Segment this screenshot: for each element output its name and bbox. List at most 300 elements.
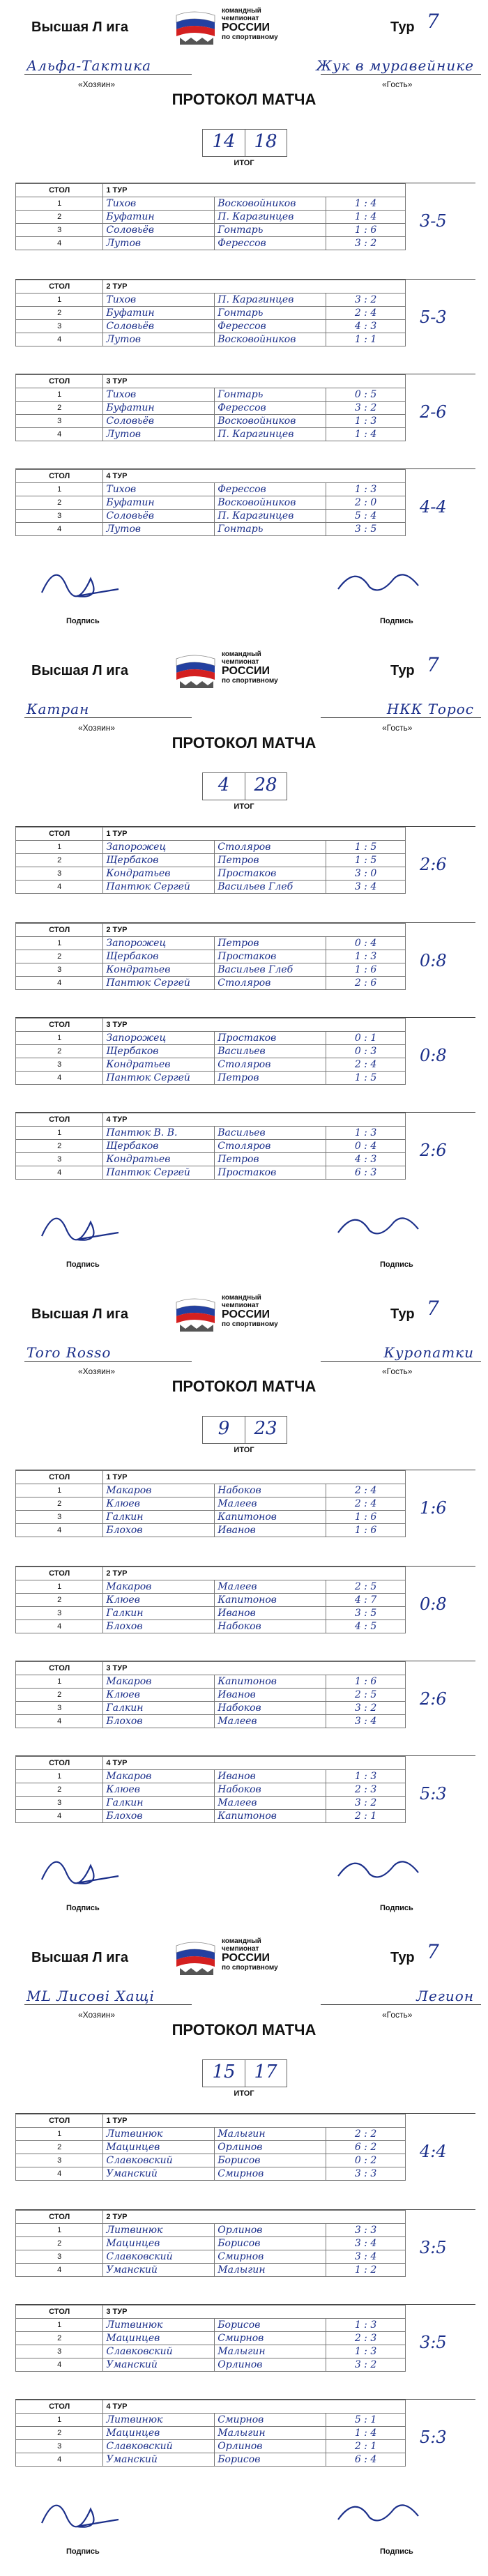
protocol-title: ПРОТОКОЛ МАТЧА [171,734,317,752]
guest-final-score: 28 [254,775,277,795]
game-score: 2 : 4 [326,307,406,320]
round-header-row [16,2400,406,2414]
round-total: 2:6 [420,1141,447,1160]
home-player: Буфатин [103,402,215,415]
home-player: Запорожец [103,937,215,950]
table-number: 2 [16,950,103,963]
home-team-name: Toro Rosso [26,1344,112,1361]
table-number: 2 [16,854,103,867]
table-row [16,333,406,346]
game-score: 1 : 5 [326,854,406,867]
round-label: 3 ТУР [103,1019,406,1032]
game-score: 2 : 1 [326,1810,406,1823]
guest-player: Смирнов [215,2414,326,2427]
table-column-header: СТОЛ [16,1113,103,1127]
final-score-box [202,2059,287,2087]
game-score: 1 : 2 [326,2264,406,2277]
home-player: Кондратьев [103,1153,215,1166]
table-number: 2 [16,2141,103,2154]
round-table [15,2114,406,2181]
table-column-header: СТОЛ [16,2306,103,2319]
table-number: 4 [16,1072,103,1085]
round-table [15,923,406,990]
table-number: 2 [16,1783,103,1797]
guest-player: Капитонов [215,1594,326,1607]
league-name: Высшая Л ига [31,20,129,35]
guest-player: Простаков [215,950,326,963]
table-row [16,224,406,237]
round-header-row [16,1662,406,1675]
game-score: 2 : 6 [326,977,406,990]
guest-player: Капитонов [215,1810,326,1823]
logo-line-1: командный [222,1937,261,1945]
guest-player: Малеев [215,1497,326,1511]
tour-label: Тур [390,1306,415,1322]
round-header-row [16,2211,406,2224]
round-label: 2 ТУР [103,280,406,294]
home-player: Запорожец [103,841,215,854]
game-score: 3 : 2 [326,1702,406,1715]
round-table [15,1470,406,1537]
round-block [15,2113,475,2181]
game-score: 1 : 3 [326,1770,406,1783]
guest-signature-block [314,2509,453,2558]
guest-role-label: «Гость» [382,2010,413,2020]
home-team-name: Альфа-Тактика [26,57,152,74]
logo-line-3: РОССИИ [222,1309,270,1320]
table-column-header: СТОЛ [16,1757,103,1770]
guest-team-name: Жук в муравейнике [316,57,474,74]
game-score: 4 : 3 [326,320,406,333]
round-block [15,1112,475,1180]
guest-role-label: «Гость» [382,79,413,89]
home-signature-block [21,1866,160,1914]
total-label: ИТОГ [234,802,254,811]
game-score: 2 : 3 [326,2332,406,2345]
guest-player: Восковойников [215,415,326,428]
game-score: 0 : 3 [326,1045,406,1058]
round-total: 0:8 [420,951,447,970]
home-final-score: 14 [212,131,236,152]
round-total: 1:6 [420,1498,447,1518]
guest-signature-icon [328,558,432,613]
table-row [16,1072,406,1085]
table-row [16,2167,406,2181]
table-row [16,1032,406,1045]
tour-number: 7 [427,1940,439,1963]
home-signature-block [21,2509,160,2558]
guest-player: Восковойников [215,197,326,211]
game-score: 1 : 6 [326,1524,406,1537]
guest-player: Гонтарь [215,523,326,536]
logo-line-4: по спортивному [222,33,278,41]
home-player: Кондратьев [103,1058,215,1072]
home-team-underline [24,717,192,718]
logo-line-3: РОССИИ [222,665,270,677]
protocol-title: ПРОТОКОЛ МАТЧА [171,2021,317,2038]
guest-player: Гонтарь [215,224,326,237]
tour-label: Тур [390,1950,415,1965]
game-score: 3 : 5 [326,523,406,536]
home-player: Пантюк Сергей [103,881,215,894]
table-row [16,2250,406,2264]
guest-player: Петров [215,1072,326,1085]
round-header-row [16,1567,406,1580]
table-number: 3 [16,320,103,333]
home-player: Соловьёв [103,224,215,237]
round-header-row [16,2306,406,2319]
home-player: Галкин [103,1702,215,1715]
guest-player: Столяров [215,1140,326,1153]
round-label: 1 ТУР [103,184,406,197]
table-number: 1 [16,2224,103,2237]
home-player: Лутов [103,333,215,346]
home-player: Кондратьев [103,963,215,977]
guest-player: Капитонов [215,1511,326,1524]
home-signature-block [21,579,160,627]
table-number: 3 [16,510,103,523]
home-player: Мацинцев [103,2141,215,2154]
table-number: 4 [16,1524,103,1537]
guest-player: Орлинов [215,2224,326,2237]
guest-role-label: «Гость» [382,1366,413,1376]
home-player: Уманский [103,2358,215,2372]
table-number: 1 [16,1675,103,1689]
game-score: 2 : 4 [326,1484,406,1497]
logo-line-2: чемпионат [222,658,259,666]
logo-caption [222,650,278,685]
table-row [16,237,406,250]
home-player: Славковский [103,2345,215,2358]
game-score: 3 : 4 [326,1715,406,1728]
home-player: Мацинцев [103,2332,215,2345]
round-header-row [16,184,406,197]
table-column-header: СТОЛ [16,924,103,937]
table-row [16,197,406,211]
table-row [16,2440,406,2453]
round-header-row [16,828,406,841]
logo-line-4: по спортивному [222,1964,278,1972]
guest-team-name: НКК Торос [386,701,474,717]
guest-player: Восковойников [215,333,326,346]
guest-signature-block [314,579,453,627]
home-team-underline [24,2004,192,2005]
table-column-header: СТОЛ [16,2114,103,2128]
table-row [16,1702,406,1715]
table-row [16,2237,406,2250]
round-header-row [16,1471,406,1484]
game-score: 1 : 4 [326,2427,406,2440]
guest-team-name: Легион [416,1988,474,2004]
table-row [16,1166,406,1180]
table-number: 3 [16,415,103,428]
game-score: 3 : 2 [326,402,406,415]
table-column-header: СТОЛ [16,828,103,841]
total-label: ИТОГ [234,159,254,167]
logo-line-3: РОССИИ [222,1952,270,1964]
home-player: Соловьёв [103,510,215,523]
game-score: 2 : 3 [326,1783,406,1797]
home-player: Соловьёв [103,415,215,428]
table-row [16,2345,406,2358]
table-row [16,1058,406,1072]
round-total: 5:3 [420,1784,447,1804]
game-score: 2 : 5 [326,1689,406,1702]
table-row [16,2128,406,2141]
guest-player: Гонтарь [215,388,326,402]
table-number: 3 [16,1511,103,1524]
final-score-box [202,772,287,800]
logo-line-1: командный [222,650,261,658]
game-score: 1 : 3 [326,483,406,496]
home-role-label: «Хозяин» [78,1366,116,1376]
round-table [15,1113,406,1180]
table-number: 2 [16,307,103,320]
game-score: 4 : 5 [326,1620,406,1633]
home-player: Лутов [103,523,215,536]
round-block [15,826,475,894]
table-row [16,307,406,320]
table-number: 2 [16,2332,103,2345]
guest-player: Набоков [215,1702,326,1715]
round-header-row [16,1113,406,1127]
round-header-row [16,1019,406,1032]
home-player: Галкин [103,1607,215,1620]
table-row [16,867,406,881]
game-score: 0 : 4 [326,1140,406,1153]
home-player: Щербаков [103,1140,215,1153]
table-number: 2 [16,402,103,415]
home-team-name: ML Лисові Хащі [26,1988,155,2004]
table-number: 1 [16,388,103,402]
table-column-header: СТОЛ [16,470,103,483]
home-player: Литвинюк [103,2319,215,2332]
round-label: 2 ТУР [103,1567,406,1580]
home-player: Запорожец [103,1032,215,1045]
table-number: 4 [16,333,103,346]
guest-player: Орлинов [215,2358,326,2372]
table-number: 3 [16,963,103,977]
home-player: Литвинюк [103,2128,215,2141]
home-player: Пантюк Сергей [103,1072,215,1085]
table-number: 1 [16,2128,103,2141]
table-number: 3 [16,1797,103,1810]
round-table [15,1661,406,1728]
guest-player: П. Карагинцев [215,510,326,523]
home-player: Тихов [103,388,215,402]
table-number: 2 [16,1594,103,1607]
logo-line-1: командный [222,7,261,15]
table-number: 4 [16,1810,103,1823]
game-score: 1 : 3 [326,2345,406,2358]
table-row [16,2414,406,2427]
game-score: 1 : 3 [326,2319,406,2332]
guest-player: Борисов [215,2237,326,2250]
game-score: 4 : 3 [326,1153,406,1166]
final-score-box [202,129,287,157]
round-block [15,922,475,990]
round-total: 4-4 [420,497,447,517]
table-row [16,483,406,496]
table-number: 1 [16,937,103,950]
table-number: 3 [16,2154,103,2167]
game-score: 3 : 2 [326,2358,406,2372]
guest-player: Малеев [215,1580,326,1594]
table-row [16,2224,406,2237]
final-score-box [202,1416,287,1444]
league-name: Высшая Л ига [31,663,129,678]
round-block [15,1566,475,1633]
match-protocol [0,643,488,1287]
guest-team-underline [321,74,481,75]
round-header-row [16,375,406,388]
round-block [15,374,475,441]
table-number: 1 [16,2414,103,2427]
table-column-header: СТОЛ [16,2400,103,2414]
guest-role-label: «Гость» [382,723,413,733]
guest-player: Васильев [215,1045,326,1058]
round-label: 3 ТУР [103,375,406,388]
table-number: 2 [16,2237,103,2250]
home-role-label: «Хозяин» [78,2010,116,2020]
protocol-title: ПРОТОКОЛ МАТЧА [171,1378,317,1395]
guest-player: Петров [215,937,326,950]
home-player: Тихов [103,294,215,307]
round-table [15,2400,406,2467]
game-score: 1 : 1 [326,333,406,346]
table-row [16,1594,406,1607]
game-score: 5 : 1 [326,2414,406,2427]
guest-player: Иванов [215,1524,326,1537]
table-number: 2 [16,1497,103,1511]
match-protocol [0,0,488,643]
round-table [15,827,406,894]
game-score: 3 : 4 [326,881,406,894]
table-row [16,2264,406,2277]
table-row [16,1140,406,1153]
logo-line-2: чемпионат [222,15,259,22]
home-player: Литвинюк [103,2414,215,2427]
round-label: 4 ТУР [103,1113,406,1127]
table-row [16,496,406,510]
game-score: 3 : 4 [326,2250,406,2264]
guest-final-score: 17 [254,2061,277,2082]
home-signature-label: Подпись [66,1260,100,1269]
guest-player: Борисов [215,2319,326,2332]
home-player: Литвинюк [103,2224,215,2237]
tour-number: 7 [427,1297,439,1320]
table-number: 2 [16,496,103,510]
table-number: 4 [16,1620,103,1633]
league-name: Высшая Л ига [31,1306,129,1322]
home-signature-label: Подпись [66,1904,100,1912]
home-player: Тихов [103,197,215,211]
game-score: 1 : 4 [326,211,406,224]
table-number: 1 [16,197,103,211]
table-column-header: СТОЛ [16,375,103,388]
round-label: 4 ТУР [103,470,406,483]
home-player: Буфатин [103,307,215,320]
game-score: 1 : 4 [326,428,406,441]
round-table [15,1756,406,1823]
round-label: 4 ТУР [103,2400,406,2414]
game-score: 3 : 2 [326,237,406,250]
guest-player: Малыгин [215,2427,326,2440]
guest-player: П. Карагинцев [215,428,326,441]
round-table [15,1567,406,1633]
table-number: 4 [16,2453,103,2467]
round-header-row [16,1757,406,1770]
round-header-row [16,924,406,937]
round-total: 2:6 [420,1689,447,1709]
home-player: Клюев [103,1689,215,1702]
table-number: 4 [16,237,103,250]
logo-caption [222,7,278,41]
home-player: Щербаков [103,854,215,867]
table-row [16,2427,406,2440]
game-score: 0 : 5 [326,388,406,402]
guest-player: Ферессов [215,237,326,250]
round-total: 2-6 [420,402,447,422]
round-total: 3:5 [420,2333,447,2352]
home-role-label: «Хозяин» [78,723,116,733]
round-table [15,280,406,346]
guest-signature-label: Подпись [380,1260,413,1269]
round-label: 2 ТУР [103,2211,406,2224]
table-column-header: СТОЛ [16,1019,103,1032]
table-row [16,1524,406,1537]
guest-player: Васильев Глеб [215,881,326,894]
home-player: Галкин [103,1797,215,1810]
home-team-underline [24,74,192,75]
home-signature-label: Подпись [66,2547,100,2556]
table-row [16,2453,406,2467]
game-score: 3 : 5 [326,1607,406,1620]
logo-caption [222,1937,278,1972]
home-player: Блохов [103,1715,215,1728]
guest-player: П. Карагинцев [215,294,326,307]
table-number: 3 [16,867,103,881]
guest-signature-label: Подпись [380,1904,413,1912]
home-player: Пантюк Сергей [103,1166,215,1180]
table-number: 1 [16,1770,103,1783]
table-row [16,1045,406,1058]
guest-team-underline [321,717,481,718]
round-total: 3-5 [420,211,447,231]
home-team-name: Катран [26,701,90,717]
table-number: 2 [16,1689,103,1702]
home-player: Клюев [103,1594,215,1607]
logo-line-4: по спортивному [222,677,278,685]
table-row [16,1511,406,1524]
round-header-row [16,280,406,294]
logo-line-2: чемпионат [222,1945,259,1953]
game-score: 1 : 4 [326,197,406,211]
table-number: 3 [16,1607,103,1620]
table-number: 3 [16,1153,103,1166]
tour-label: Тур [390,20,415,35]
home-player: Мацинцев [103,2237,215,2250]
guest-player: Петров [215,1153,326,1166]
round-block [15,2304,475,2372]
round-label: 3 ТУР [103,1662,406,1675]
table-number: 4 [16,1715,103,1728]
match-protocol [0,1930,488,2574]
table-row [16,294,406,307]
table-row [16,963,406,977]
guest-player: Васильев [215,1127,326,1140]
game-score: 0 : 2 [326,2154,406,2167]
